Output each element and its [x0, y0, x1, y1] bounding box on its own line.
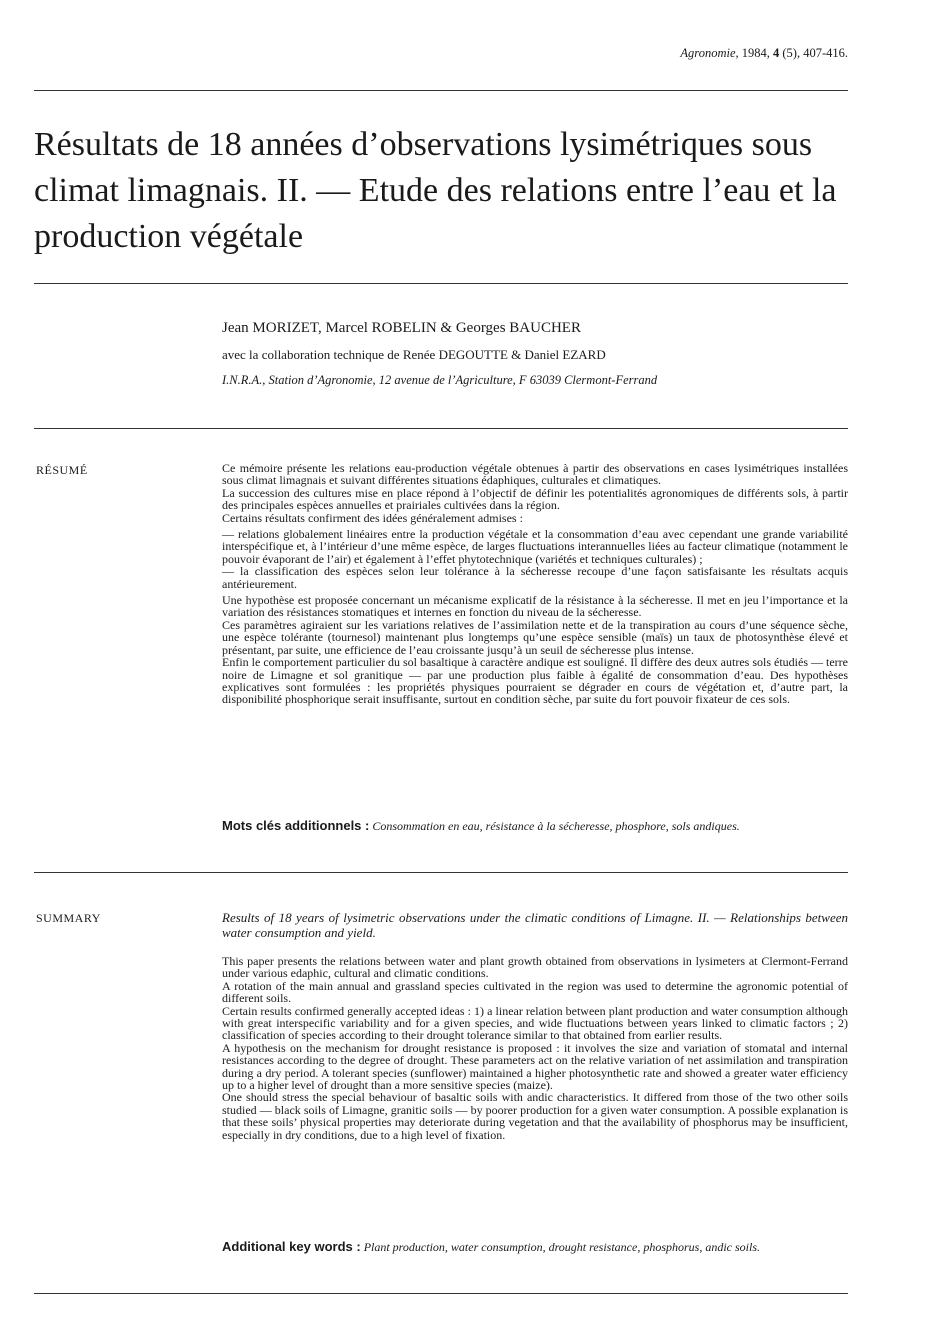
- resume-keywords-label: Mots clés additionnels :: [222, 818, 370, 833]
- resume-paragraph: — la classification des espèces selon leur tolérance à la sécheresse recoupe d’une façon satisfaisante les résultats acquis antérieurement.: [222, 564, 848, 591]
- footer-rule: [34, 1293, 848, 1294]
- summary-paragraph: This paper presents the relations between water and plant growth obtained from observations in lysimeters at Clermont-Ferrand under various edaphic, cultural and climatic conditions.: [222, 954, 848, 981]
- authors: Jean MORIZET, Marcel ROBELIN & Georges BAUCHER: [222, 320, 581, 336]
- header-rule: [34, 90, 848, 91]
- journal-year: 1984,: [741, 46, 770, 60]
- summary-paragraph: Certain results confirmed generally accepted ideas : 1) a linear relation between plant production and water consumption although with great interspecific variability and for a given species, and wide fluctuations between years linked to climatic factors ; 2) classification of species according to their drought tolerance similar to that obtained from earlier results.: [222, 1003, 848, 1043]
- summary-keywords: [222, 1239, 760, 1255]
- resume-rule: [34, 872, 848, 873]
- summary-paragraph: A rotation of the main annual and grassland species cultivated in the region was used to determine the agronomic potential of different soils.: [222, 978, 848, 1006]
- resume-paragraph: Certains résultats confirment des idées généralement admises :: [222, 510, 523, 525]
- resume-paragraph: Ce mémoire présente les relations eau-production végétale obtenues à partir des observations en cases lysimétriques installées sous climat limagnais et suivant différentes situations édaphiques, culturales et climatiques.: [222, 461, 848, 488]
- resume-label: RÉSUMÉ: [36, 463, 88, 477]
- resume-body: [222, 462, 848, 706]
- collaboration: avec la collaboration technique de Renée DEGOUTTE & Daniel EZARD: [222, 347, 606, 362]
- summary-keywords-label: Additional key words :: [222, 1239, 361, 1254]
- resume-paragraph: Enfin le comportement particulier du sol basaltique à caractère andique est souligné. Il diffère des deux autres sols étudiés — terre noire de Limagne et sol granitique — par une production plus faible à égalité de consommation d’eau. Des hypothèses explicatives sont formulées : les propriétés physiques pourraient se dégrader en cours de végétation et, d’autre part, la disponibilité phosphorique serait insuffisante, surtout en condition sèche, par suite du fort pouvoir fixateur de ces sols.: [222, 655, 848, 707]
- summary-label: SUMMARY: [36, 911, 101, 925]
- summary-body: [222, 955, 848, 1141]
- journal-volume: 4: [773, 46, 780, 60]
- institution: I.N.R.A., Station d’Agronomie, 12 avenue de l’Agriculture, F 63039 Clermont-Ferrand: [222, 373, 658, 387]
- authors-rule: [34, 428, 848, 429]
- resume-paragraph: Ces paramètres agiraient sur les variations relatives de l’assimilation nette et de la transpiration au cours d’une séquence sèche, une espèce tolérante (tournesol) maintenant plus longtemps qu’une espèce sensible (maïs) un taux de photosynthèse élevé et présentant, par suite, une efficience de l’eau croissante jusqu’à un seuil de sécheresse plus intense.: [222, 617, 848, 657]
- journal-name: Agronomie,: [680, 46, 739, 60]
- resume-keywords-text: Consommation en eau, résistance à la sécheresse, phosphore, sols andiques.: [372, 819, 740, 833]
- resume-keywords: [222, 818, 740, 834]
- title-rule: [34, 283, 848, 284]
- summary-paragraph: A hypothesis on the mechanism for drought resistance is proposed : it involves the size and variation of stomatal and internal resistances according to the degree of drought. These parameters act on the relative variation of net assimilation and transpiration during a dry period. A tolerant species (sunflower) maintained a higher photosynthetic rate and showed a greater water efficiency up to a higher level of drought than a more sensitive species (maize).: [222, 1040, 848, 1093]
- journal-citation: [680, 46, 848, 61]
- summary-paragraph: One should stress the special behaviour of basaltic soils with andic characteristics. It differed from those of the two other soils studied — black soils of Limagne, granitic soils — by poorer production for a given water consumption. A possible explanation is that these soils’ physical properties may deteriorate during vegetation and that the availability of phosphorus may be insufficient, especially in dry conditions, due to a high level of fixation.: [222, 1090, 848, 1142]
- paper-title: Résultats de 18 années d’observations lysimétriques sous climat limagnais. II. — Etude des relations entre l’eau et la production végétale: [34, 126, 837, 255]
- resume-paragraph: Une hypothèse est proposée concernant un mécanisme explicatif de la résistance à la sécheresse. Il met en jeu l’importance et la variation des résistances stomatiques et internes en fonction du niveau de la sécheresse.: [222, 593, 848, 620]
- journal-issue-pages: (5), 407-416.: [782, 46, 848, 60]
- resume-paragraph: — relations globalement linéaires entre la production végétale et la consommation d’eau avec cependant une grande variabilité interspécifique et, à l’intérieur d’une même espèce, de larges fluctuations interannuelles liées au facteur climatique (notamment le pouvoir évaporant de l’air) et également à l’effet phytotechnique (variétés et techniques culturales) ;: [222, 527, 848, 566]
- summary-title: Results of 18 years of lysimetric observations under the climatic conditions of Limagne. II. — Relationships between water consumption and yield.: [222, 910, 848, 940]
- summary-keywords-text: Plant production, water consumption, drought resistance, phosphorus, andic soils.: [363, 1240, 761, 1254]
- resume-paragraph: La succession des cultures mise en place répond à l’objectif de définir les potentialités agronomiques de différents sols, à partir des principales espèces annuelles et prairiales cultivées dans la région.: [222, 485, 848, 513]
